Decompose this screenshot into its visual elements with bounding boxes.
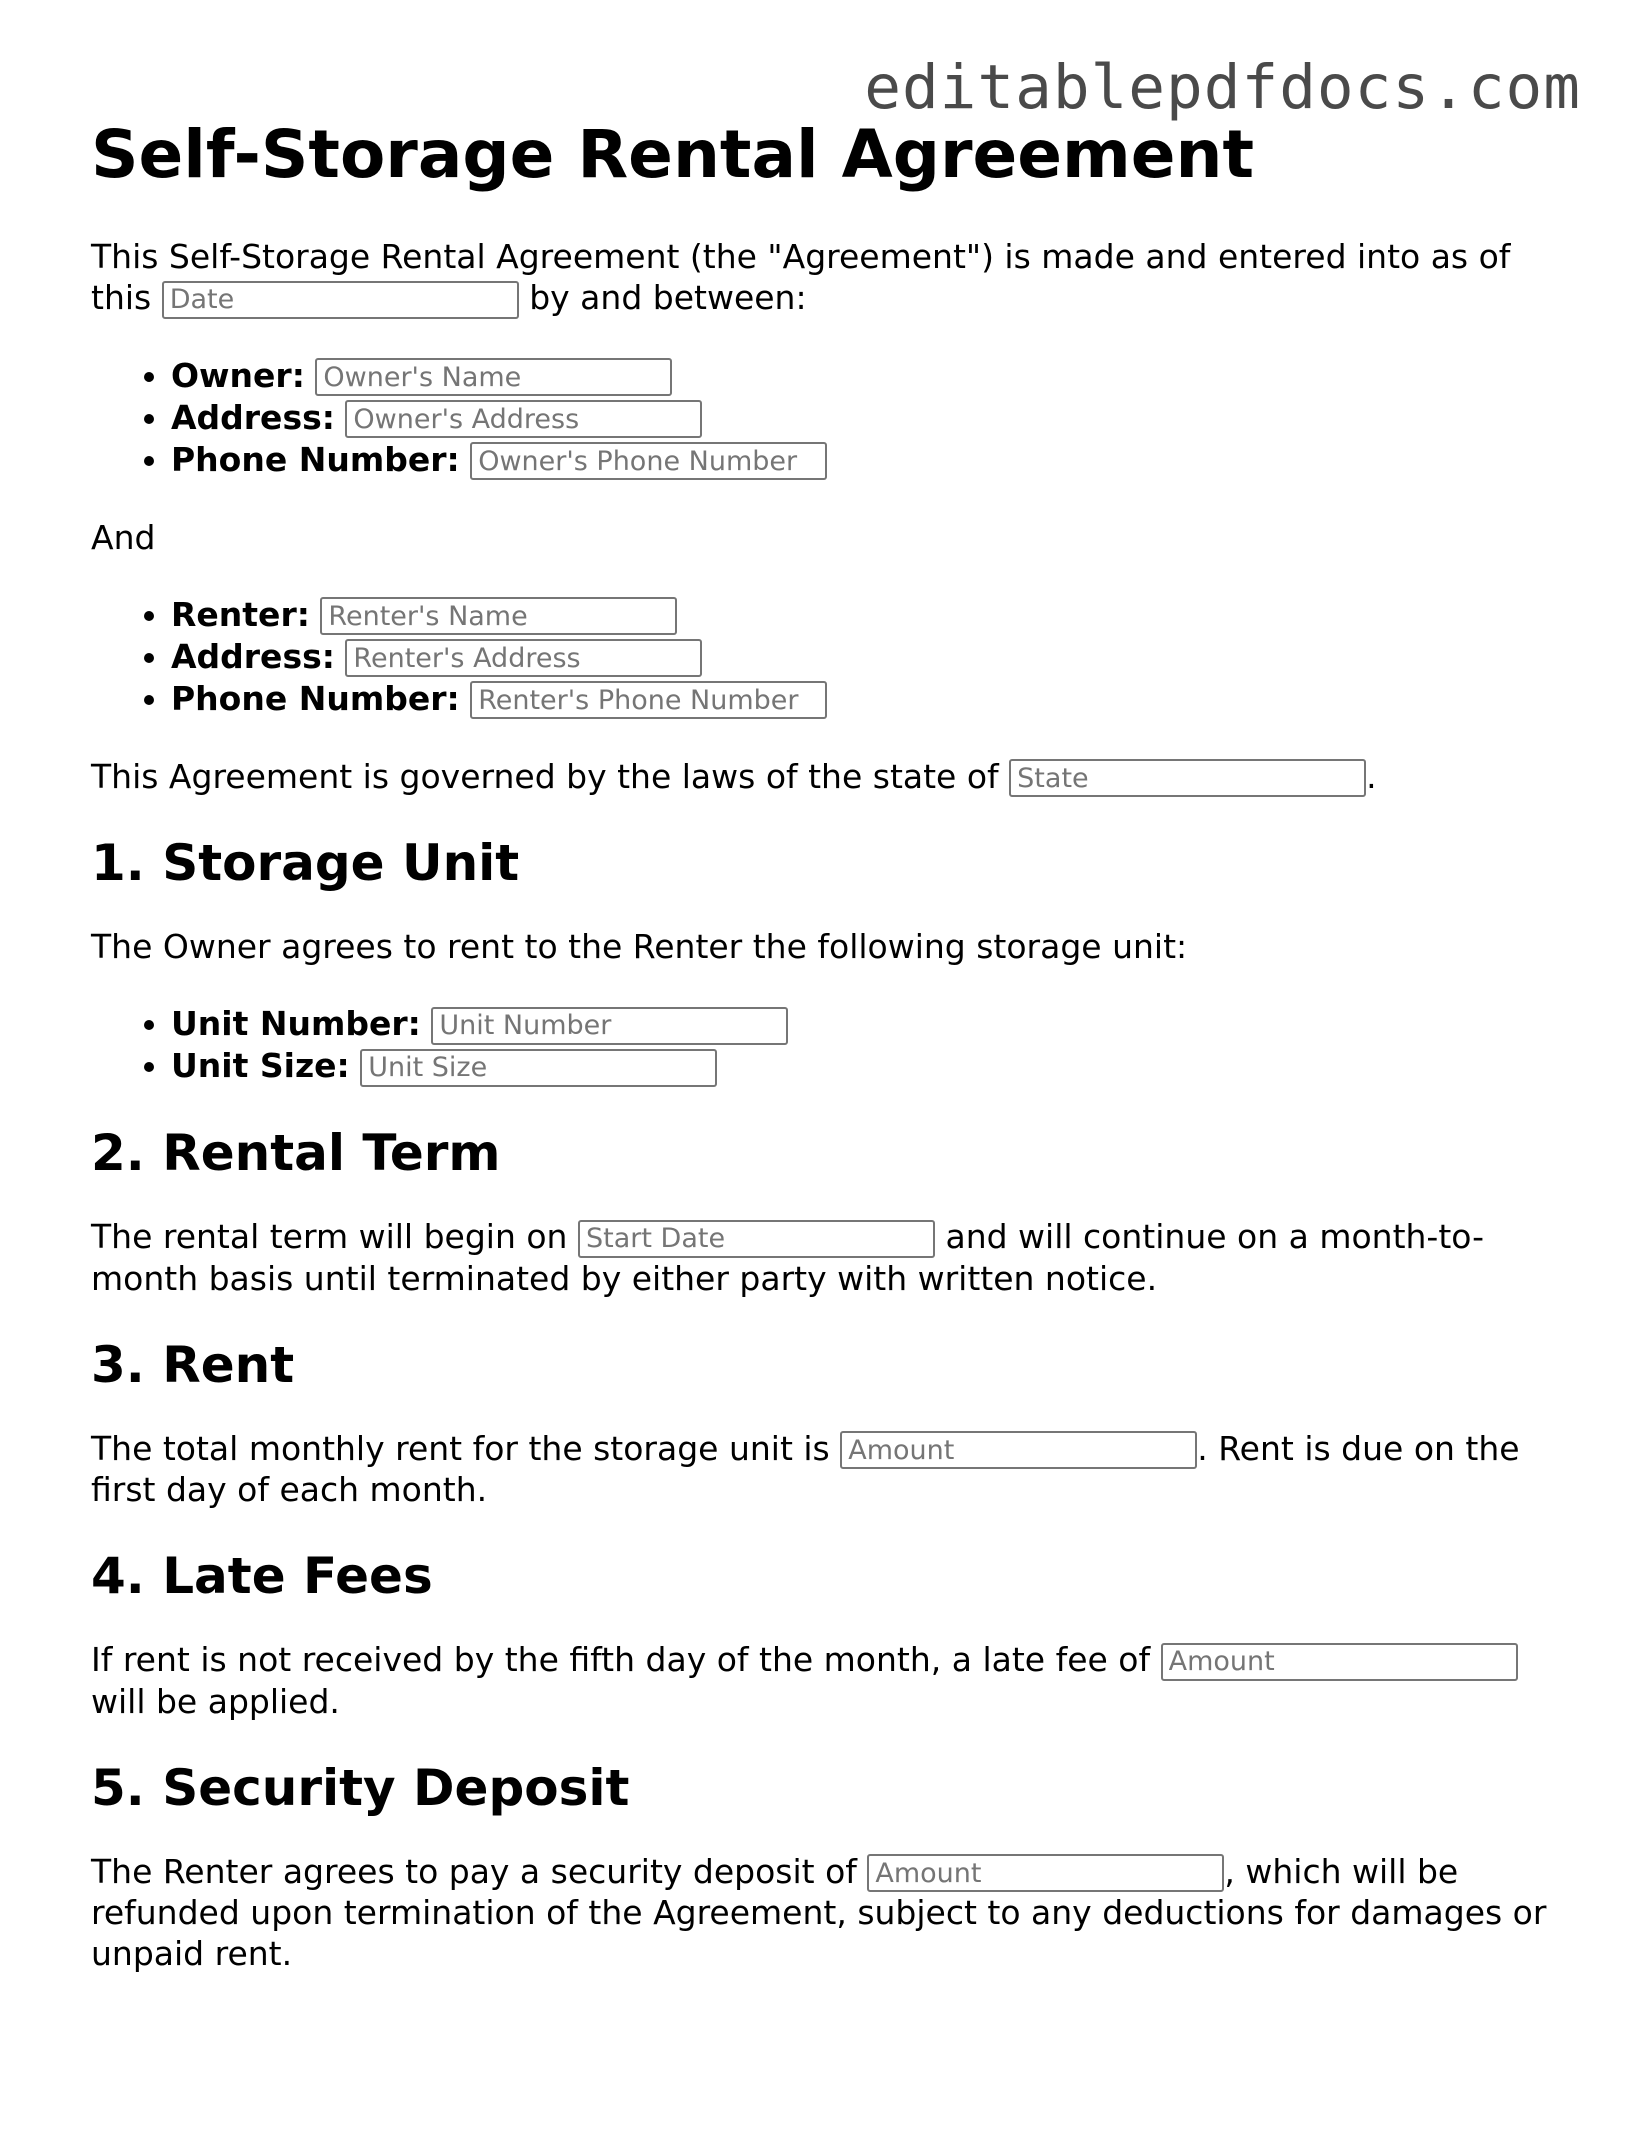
- date-input[interactable]: [162, 281, 519, 319]
- late-fees-paragraph: [91, 1639, 1551, 1722]
- section-heading-late-fees: 4. Late Fees: [91, 1547, 433, 1606]
- owner-phone-item: [171, 439, 1551, 481]
- rental-term-text-after: and will continue on a month-to-month basis until terminated by either party with written notice.: [91, 1217, 1484, 1298]
- renter-name-item: [171, 594, 1551, 636]
- state-input[interactable]: [1009, 759, 1366, 797]
- unit-size-label: Unit Size:: [171, 1046, 350, 1086]
- owner-name-label: Owner:: [171, 355, 305, 395]
- security-deposit-text-before: The Renter agrees to pay a security deposit of: [91, 1851, 857, 1891]
- security-deposit-text-after: , which will be refunded upon termination of the Agreement, subject to any deductions for damages or unpaid rent.: [91, 1851, 1547, 1974]
- start-date-input[interactable]: [578, 1220, 935, 1258]
- deposit-amount-input[interactable]: [867, 1854, 1224, 1892]
- late-fees-text-after: will be applied.: [91, 1681, 340, 1721]
- storage-unit-paragraph: The Owner agrees to rent to the Renter the following storage unit:: [91, 927, 1188, 967]
- storage-unit-list: [91, 1003, 1551, 1087]
- rent-paragraph: [91, 1428, 1551, 1511]
- renter-name-input[interactable]: [320, 597, 677, 635]
- governing-law-paragraph: [91, 756, 1551, 798]
- security-deposit-paragraph: [91, 1851, 1551, 1975]
- renter-address-label: Address:: [171, 636, 335, 676]
- governing-text-before: This Agreement is governed by the laws of the state of: [91, 756, 999, 796]
- renter-phone-item: [171, 678, 1551, 720]
- unit-number-input[interactable]: [431, 1007, 788, 1045]
- rental-term-paragraph: [91, 1216, 1551, 1299]
- renter-phone-label: Phone Number:: [171, 678, 460, 718]
- watermark: editablepdfdocs.com: [864, 52, 1581, 123]
- owner-phone-input[interactable]: [470, 442, 827, 480]
- document-body: [91, 115, 1551, 2010]
- owner-details-list: [91, 355, 1551, 481]
- owner-address-input[interactable]: [345, 400, 702, 438]
- unit-size-input[interactable]: [360, 1049, 717, 1087]
- intro-text-after: by and between:: [529, 278, 807, 318]
- governing-text-after: .: [1366, 756, 1377, 796]
- unit-size-item: [171, 1045, 1551, 1087]
- owner-phone-label: Phone Number:: [171, 439, 460, 479]
- unit-number-item: [171, 1003, 1551, 1045]
- section-heading-security-deposit: 5. Security Deposit: [91, 1758, 630, 1817]
- and-text: And: [91, 517, 156, 557]
- owner-address-item: [171, 397, 1551, 439]
- intro-text-before: This Self-Storage Rental Agreement (the "Agreement") is made and entered into as of this: [91, 237, 1511, 318]
- intro-paragraph: [91, 236, 1551, 319]
- late-fee-amount-input[interactable]: [1161, 1643, 1518, 1681]
- renter-address-input[interactable]: [345, 639, 702, 677]
- renter-phone-input[interactable]: [470, 681, 827, 719]
- renter-name-label: Renter:: [171, 594, 310, 634]
- section-heading-rental-term: 2. Rental Term: [91, 1124, 501, 1183]
- renter-details-list: [91, 594, 1551, 720]
- late-fees-text-before: If rent is not received by the fifth day of the month, a late fee of: [91, 1640, 1151, 1680]
- owner-address-label: Address:: [171, 397, 335, 437]
- document-title: Self-Storage Rental Agreement: [91, 116, 1255, 193]
- renter-address-item: [171, 636, 1551, 678]
- owner-name-item: [171, 355, 1551, 397]
- owner-name-input[interactable]: [315, 358, 672, 396]
- section-heading-storage-unit: 1. Storage Unit: [91, 834, 520, 893]
- rent-text-before: The total monthly rent for the storage unit is: [91, 1428, 830, 1468]
- rental-term-text-before: The rental term will begin on: [91, 1217, 568, 1257]
- rent-text-after: . Rent is due on the first day of each month.: [91, 1428, 1520, 1510]
- unit-number-label: Unit Number:: [171, 1004, 421, 1044]
- rent-amount-input[interactable]: [840, 1431, 1197, 1469]
- section-heading-rent: 3. Rent: [91, 1335, 295, 1394]
